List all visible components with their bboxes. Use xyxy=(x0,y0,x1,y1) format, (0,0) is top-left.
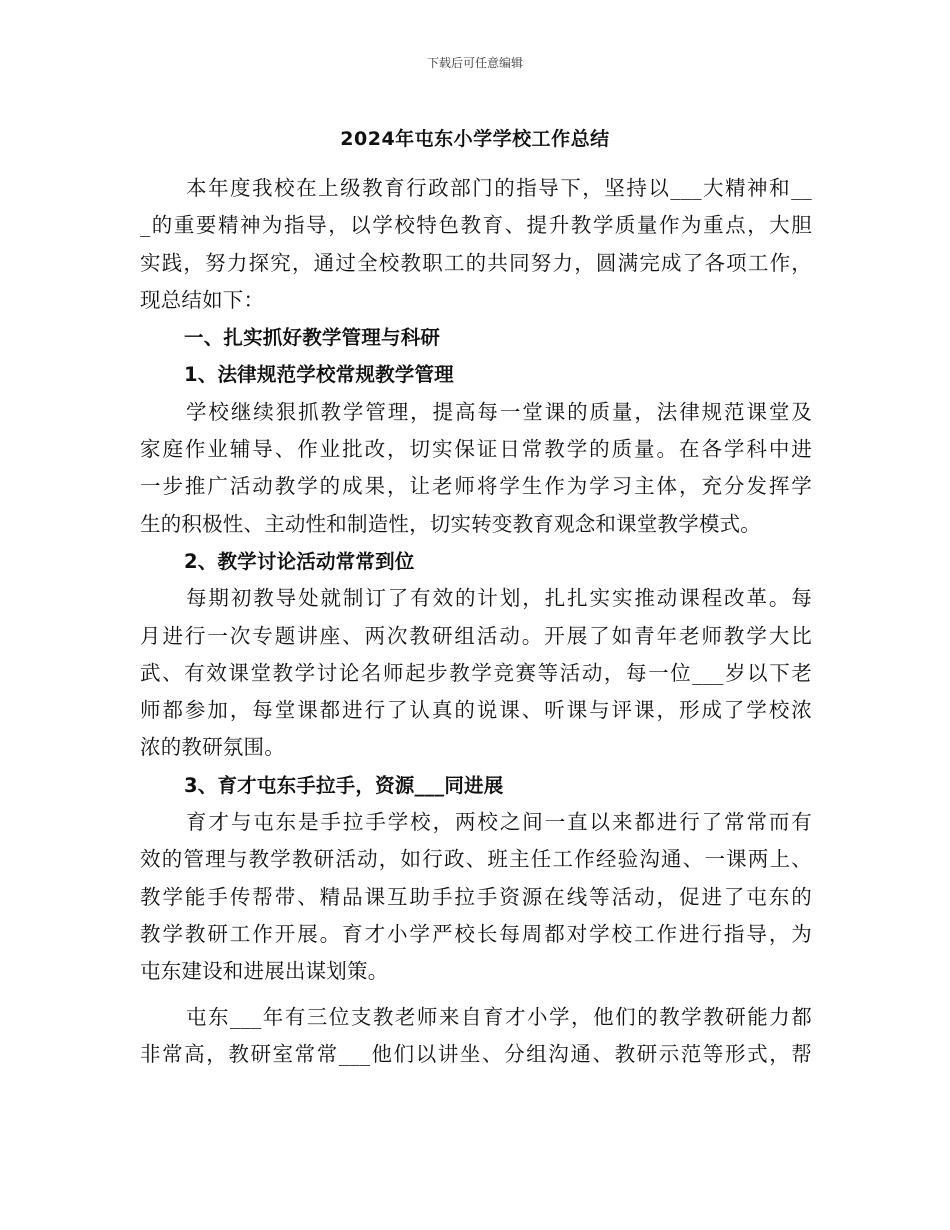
paragraph-gap xyxy=(140,991,812,999)
paragraph-line: 生的积极性、主动性和制造性，切实转变教育观念和课堂教学模式。 xyxy=(140,511,761,536)
paragraph-line: 浓的教研氛围。 xyxy=(140,735,285,760)
paragraph-line: 效的管理与教学教研活动，如行政、班主任工作经验沟通、一课两上、 xyxy=(140,847,812,872)
paragraph-line: 每期初教导处就制订了有效的计划，扎扎实实推动课程改革。每 xyxy=(186,586,812,611)
paragraph-line: 非常高，教研室常常___他们以讲坐、分组沟通、教研示范等形式，帮 xyxy=(140,1041,812,1066)
paragraph-line: 学校继续狠抓教学管理，提高每一堂课的质量，法律规范课堂及 xyxy=(186,399,812,424)
paragraph-line: 一步推广活动教学的成果，让老师将学生作为学习主体，充分发挥学 xyxy=(140,474,812,499)
paragraph-line: 实践，努力探究，通过全校教职工的共同努力，圆满完成了各项工作， xyxy=(140,250,812,275)
paragraph-line: 屯东___年有三位支教老师来自育才小学，他们的教学教研能力都 xyxy=(186,1004,812,1029)
paragraph-line: 教学能手传帮带、精品课互助手拉手资源在线等活动，促进了屯东的 xyxy=(140,884,812,909)
paragraph-line: 本年度我校在上级教育行政部门的指导下，坚持以___大精神和__ xyxy=(186,176,812,200)
paragraph-line: 师都参加，每堂课都进行了认真的说课、听课与评课，形成了学校浓 xyxy=(140,698,812,723)
paragraph-line: 屯东建设和进展出谋划策。 xyxy=(140,959,389,984)
paragraph-line: 月进行一次专题讲座、两次教研组活动。开展了如青年老师教学大比 xyxy=(140,623,812,648)
paragraph-line: _的重要精神为指导，以学校特色教育、提升教学质量作为重点，大胆 xyxy=(140,213,812,238)
section-heading: 一、扎实抓好教学管理与科研 xyxy=(184,326,441,350)
paragraph-line: 育才与屯东是手拉手学校，两校之间一直以来都进行了常常而有 xyxy=(186,810,812,835)
document-body xyxy=(140,170,812,1073)
paragraph-line: 武、有效课堂教学讨论名师起步教学竞赛等活动，每一位___岁以下老 xyxy=(140,660,812,685)
paragraph-line: 家庭作业辅导、作业批改，切实保证日常教学的质量。在各学科中进 xyxy=(140,437,812,462)
document-title: 2024年屯东小学学校工作总结 xyxy=(340,128,610,150)
header-note: 下载后可任意编辑 xyxy=(426,56,523,70)
paragraph-line: 教学教研工作开展。育才小学严校长每周都对学校工作进行指导，为 xyxy=(140,921,812,946)
section-heading: 2、教学讨论活动常常到位 xyxy=(184,549,415,573)
paragraph-line: 现总结如下： xyxy=(140,287,265,312)
section-heading: 1、法律规范学校常规教学管理 xyxy=(184,363,454,387)
section-heading: 3、育才屯东手拉手，资源___同进展 xyxy=(184,773,504,797)
